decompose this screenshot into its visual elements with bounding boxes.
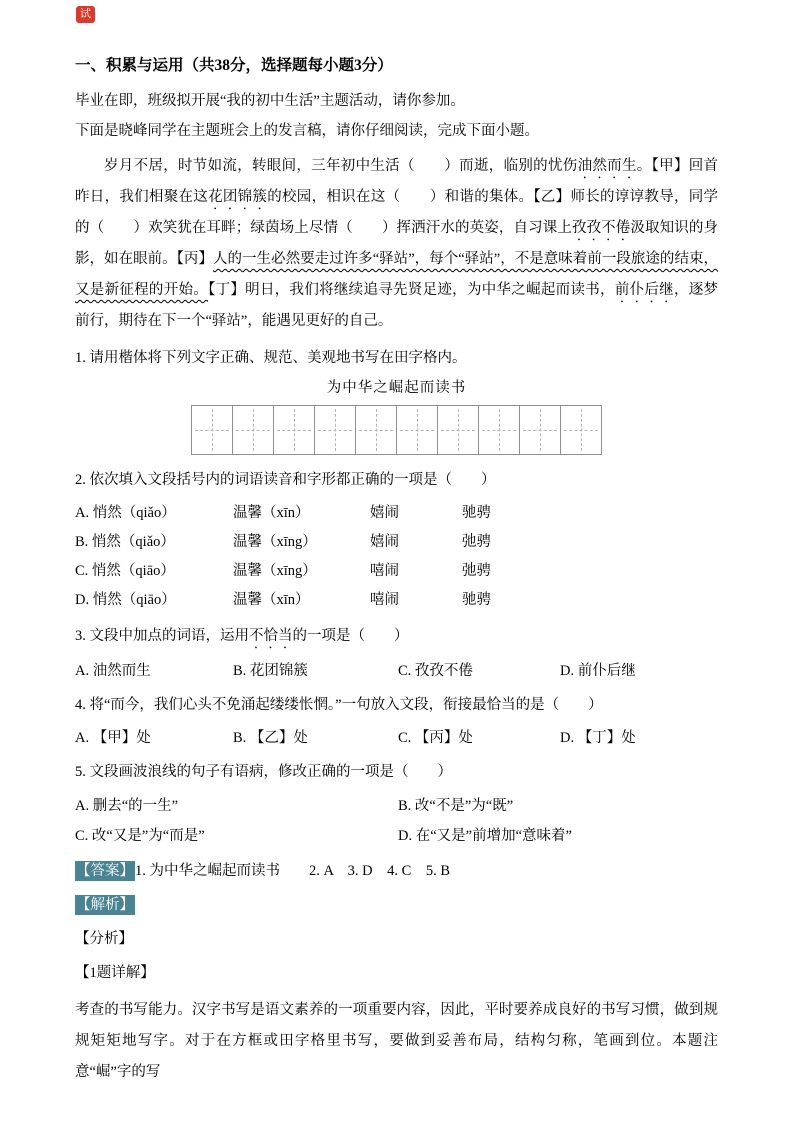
q4-option-a: A. 【甲】处 bbox=[75, 730, 151, 746]
intro-line-1: 毕业在即，班级拟开展“我的初中生活”主题活动，请你参加。 bbox=[75, 93, 465, 109]
q2-option-c-word1-text: 悄然（qiāo） bbox=[91, 563, 175, 579]
passage-segment-normal: 。【甲】回首昨日，我们相聚在这 bbox=[75, 158, 719, 205]
q2-option-a-label: A. bbox=[75, 505, 90, 521]
q2-option-b-word3: 嬉闹 bbox=[370, 534, 399, 550]
q3-stem-suffix: 的一项是（ ） bbox=[292, 628, 409, 644]
q5-options bbox=[75, 791, 718, 851]
q2-option-row-b bbox=[75, 528, 718, 557]
q5-option-a: A. 删去“的一生” bbox=[75, 798, 179, 814]
q2-option-b-word1-text: 悄然（qiǎo） bbox=[91, 534, 175, 550]
answer-label: 【答案】 bbox=[76, 863, 134, 879]
passage-segment-wavy: 人的一生必然要走过许多“驿站”，每个“驿站”，不是意味着前一段旅途的结束，又是新征程的开始。 bbox=[75, 251, 718, 298]
writing-grid-cell bbox=[396, 405, 438, 455]
passage-segment-normal: 汲取知识的身影，如在眼前。【丙】 bbox=[75, 220, 719, 267]
q2-option-b-word1 bbox=[75, 528, 233, 557]
writing-grid-cell bbox=[560, 405, 602, 455]
q4-option-d: D. 【丁】处 bbox=[560, 730, 636, 746]
q2-option-a-word3: 嬉闹 bbox=[370, 505, 399, 521]
doc-badge-icon: 试 bbox=[76, 6, 95, 23]
q4-options bbox=[75, 724, 718, 753]
q2-option-d-word1 bbox=[75, 586, 233, 615]
passage-segment-dots: 油然而生 bbox=[577, 158, 637, 174]
q2-option-d-word1-text: 悄然（qiāo） bbox=[92, 592, 176, 608]
q3-option-c: C. 孜孜不倦 bbox=[398, 663, 473, 679]
q2-option-d-word2: 温馨（xīn） bbox=[233, 592, 310, 608]
passage-segment-dots: 孜孜不倦 bbox=[571, 220, 631, 236]
jiexi-label: 【解析】 bbox=[76, 897, 134, 913]
q3-option-b: B. 花团锦簇 bbox=[233, 663, 308, 679]
q2-option-row-c bbox=[75, 557, 718, 586]
q2-option-a-word1 bbox=[75, 499, 233, 528]
writing-grid-cell bbox=[273, 405, 315, 455]
intro-line-2: 下面是晓峰同学在主题班会上的发言稿，请你仔细阅读，完成下面小题。 bbox=[75, 123, 539, 139]
writing-grid-cell bbox=[314, 405, 356, 455]
q2-option-a-word4: 驰骋 bbox=[462, 505, 491, 521]
writing-grid-cell bbox=[478, 405, 520, 455]
passage-paragraph bbox=[75, 151, 718, 337]
writing-grid-cell bbox=[232, 405, 274, 455]
q2-options bbox=[75, 499, 718, 615]
q5-stem: 5. 文段画波浪线的句子有语病，修改正确的一项是（ ） bbox=[75, 764, 452, 780]
q2-option-c-label: C. bbox=[75, 563, 89, 579]
q3-options bbox=[75, 657, 718, 686]
q3-stem bbox=[75, 623, 718, 652]
passage-segment-dots: 花团锦簇 bbox=[208, 189, 268, 205]
writing-grid-cell bbox=[191, 405, 233, 455]
passage-segment-normal: 岁月不居，时节如流，转眼间，三年初中生活（ ）而逝，临别的忧伤 bbox=[104, 158, 578, 174]
q2-option-a-word2: 温馨（xīn） bbox=[233, 505, 310, 521]
section-heading: 一、积累与运用（共38分，选择题每小题3分） bbox=[75, 57, 393, 74]
detail-text: 考查的书写能力。汉字书写是语文素养的一项重要内容，因此，平时要养成良好的书写习惯，做到规规矩矩地写字。对于在方框或田字格里书写，要做到妥善布局，结构匀称，笔画到位。本题注意“崛”字的写 bbox=[75, 1002, 718, 1080]
q2-option-b-word2: 温馨（xīng） bbox=[233, 534, 317, 550]
writing-grid bbox=[75, 405, 718, 455]
answer-line bbox=[75, 859, 718, 883]
passage-segment-normal: 的校园，相识在这（ ）和谐的集体。【乙】师长的谆谆教导，同学的（ ）欢笑犹在耳畔；绿茵场上尽情（ ）挥洒汗水的英姿，自习课上 bbox=[75, 189, 719, 236]
q2-stem: 2. 依次填入文段括号内的词语读音和字形都正确的一项是（ ） bbox=[75, 472, 496, 488]
q2-option-d-word4: 驰骋 bbox=[462, 592, 491, 608]
q1-stem: 1. 请用楷体将下列文字正确、规范、美观地书写在田字格内。 bbox=[75, 350, 467, 366]
q2-option-row-a bbox=[75, 499, 718, 528]
q3-option-d: D. 前仆后继 bbox=[560, 663, 636, 679]
q5-option-d: D. 在“又是”前增加“意味着” bbox=[398, 828, 572, 844]
q2-option-d-label: D. bbox=[75, 592, 90, 608]
q2-option-a-word1-text: 悄然（qiǎo） bbox=[92, 505, 176, 521]
q2-option-d-word3: 嘻闹 bbox=[370, 592, 399, 608]
q5-option-b: B. 改“不是”为“既” bbox=[398, 798, 514, 814]
analysis-section-line bbox=[75, 893, 718, 917]
q2-option-b-word4: 弛骋 bbox=[462, 534, 491, 550]
answer-text: 1. 为中华之崛起而读书 2. A 3. D 4. C 5. B bbox=[135, 863, 450, 879]
q2-option-b-label: B. bbox=[75, 534, 89, 550]
q3-stem-prefix: 3. 文段中加点的词语，运用 bbox=[75, 628, 249, 644]
q2-option-c-word2: 温馨（xīng） bbox=[233, 563, 317, 579]
q2-option-row-d bbox=[75, 586, 718, 615]
passage-segment-normal: 【丁】明日，我们将继续追寻先贤足迹，为中华之崛起而读书， bbox=[208, 282, 615, 298]
q2-option-c-word4: 弛骋 bbox=[462, 563, 491, 579]
q4-option-c: C. 【丙】处 bbox=[398, 730, 473, 746]
q3-stem-emphasized: 不恰当 bbox=[249, 628, 293, 644]
q2-option-c-word1 bbox=[75, 557, 233, 586]
detail-label: 【1题详解】 bbox=[75, 965, 155, 981]
passage-segment-normal: ，逐梦前行，期待在下一个“驿站”，能遇见更好的自己。 bbox=[75, 282, 719, 329]
q4-option-b: B. 【乙】处 bbox=[233, 730, 308, 746]
passage-segment-dots: 前仆后继 bbox=[614, 282, 674, 298]
q2-option-c-word3: 嘻闹 bbox=[370, 563, 399, 579]
q3-option-a: A. 油然而生 bbox=[75, 663, 151, 679]
fenxi-label: 【分析】 bbox=[75, 931, 133, 947]
writing-grid-cell bbox=[355, 405, 397, 455]
q1-writing-phrase: 为中华之崛起而读书 bbox=[326, 380, 467, 396]
q5-option-c: C. 改“又是”为“而是” bbox=[75, 828, 205, 844]
q4-stem: 4. 将“而今，我们心头不免涌起缕缕怅惘。”一句放入文段，衔接最恰当的是（ ） bbox=[75, 697, 603, 713]
writing-grid-cell bbox=[437, 405, 479, 455]
writing-grid-cell bbox=[519, 405, 561, 455]
